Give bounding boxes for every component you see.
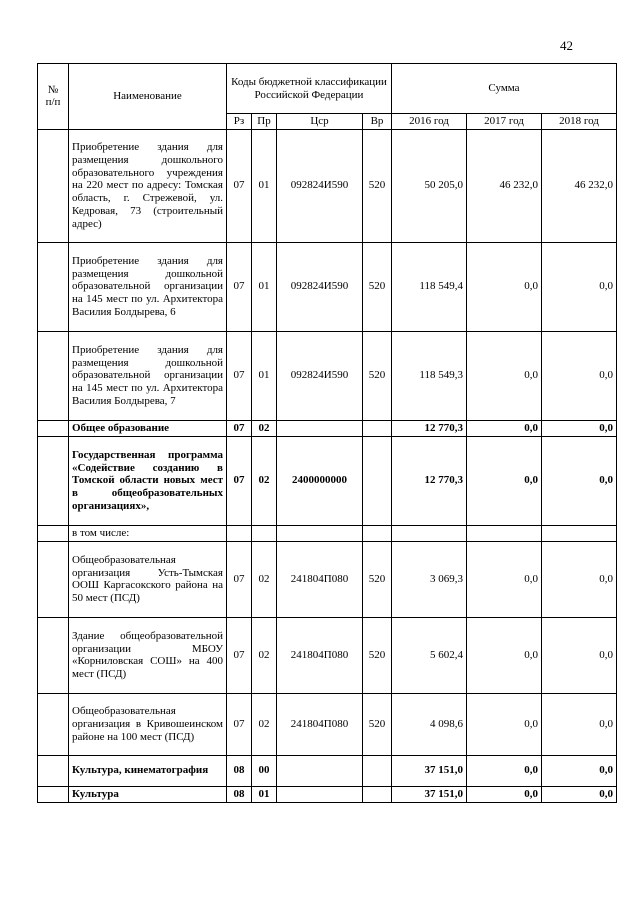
cell-2016: 50 205,0 [392,129,467,242]
cell-vr: 520 [363,693,392,755]
cell-2017: 0,0 [467,242,542,331]
cell-vr [363,755,392,786]
cell-2016: 37 151,0 [392,755,467,786]
cell-rz: 08 [227,755,252,786]
header-2016: 2016 год [392,114,467,130]
cell-pr: 02 [252,436,277,525]
cell-csr [277,786,363,802]
cell-2018: 0,0 [542,541,617,617]
cell-name: Приобретение здания для размещения дошкольной образовательной организации на 145 мест по ул. Архитектора Василия Болдырева, 7 [69,331,227,420]
header-rz: Рз [227,114,252,130]
cell-2017: 0,0 [467,755,542,786]
cell-pr: 02 [252,420,277,436]
cell-csr [277,420,363,436]
cell-pr: 01 [252,786,277,802]
table-row [38,129,617,242]
cell-pr: 02 [252,617,277,693]
cell-2018: 46 232,0 [542,129,617,242]
cell-2016: 4 098,6 [392,693,467,755]
cell-2017 [467,525,542,541]
cell-vr: 520 [363,541,392,617]
cell-csr: 2400000000 [277,436,363,525]
table-row [38,242,617,331]
cell-pr: 02 [252,541,277,617]
cell-2016: 12 770,3 [392,420,467,436]
cell-num [38,541,69,617]
cell-rz: 07 [227,242,252,331]
table-row [38,617,617,693]
cell-rz: 07 [227,617,252,693]
cell-2018: 0,0 [542,420,617,436]
cell-2017: 0,0 [467,420,542,436]
cell-2018 [542,525,617,541]
cell-vr: 520 [363,617,392,693]
cell-vr [363,420,392,436]
cell-2018: 0,0 [542,331,617,420]
cell-vr [363,786,392,802]
cell-2016 [392,525,467,541]
cell-vr: 520 [363,331,392,420]
cell-num [38,129,69,242]
header-vr: Вр [363,114,392,130]
cell-name: Культура [69,786,227,802]
cell-2018: 0,0 [542,617,617,693]
cell-2018: 0,0 [542,436,617,525]
cell-num [38,755,69,786]
cell-num [38,436,69,525]
cell-rz: 07 [227,331,252,420]
cell-2016: 12 770,3 [392,436,467,525]
cell-pr: 01 [252,129,277,242]
cell-rz: 07 [227,129,252,242]
cell-num [38,786,69,802]
cell-2016: 37 151,0 [392,786,467,802]
cell-vr [363,436,392,525]
cell-2017: 0,0 [467,331,542,420]
cell-csr: 241804П080 [277,617,363,693]
cell-num [38,331,69,420]
cell-2018: 0,0 [542,693,617,755]
cell-name: Общеобразовательная организация Усть-Тымская ООШ Каргасокского района на 50 мест (ПСД) [69,541,227,617]
table-row [38,541,617,617]
cell-num [38,242,69,331]
cell-rz [227,525,252,541]
header-csr: Цср [277,114,363,130]
table-row [38,786,617,802]
cell-pr: 02 [252,693,277,755]
cell-name: Общеобразовательная организация в Кривошеинском районе на 100 мест (ПСД) [69,693,227,755]
cell-vr [363,525,392,541]
cell-name: Здание общеобразовательной организации МБОУ «Корниловская СОШ» на 400 мест (ПСД) [69,617,227,693]
cell-2017: 0,0 [467,617,542,693]
cell-vr: 520 [363,242,392,331]
cell-vr: 520 [363,129,392,242]
cell-rz: 07 [227,420,252,436]
cell-csr [277,755,363,786]
cell-name: Государственная программа «Содействие созданию в Томской области новых мест в общеобразовательных организациях», [69,436,227,525]
header-num: № п/п [38,64,69,130]
cell-rz: 08 [227,786,252,802]
cell-2017: 0,0 [467,541,542,617]
cell-2017: 0,0 [467,693,542,755]
header-codes: Коды бюджетной классификации Российской Федерации [227,64,392,114]
cell-num [38,617,69,693]
cell-num [38,420,69,436]
header-2018: 2018 год [542,114,617,130]
cell-2018: 0,0 [542,242,617,331]
table-row [38,755,617,786]
cell-name: Приобретение здания для размещения дошкольного образовательного учреждения на 220 мест по адресу: Томская область, г. Стрежевой, ул. Кедровая, 73 (строительный адрес) [69,129,227,242]
budget-table [37,63,617,803]
cell-csr: 092824И590 [277,331,363,420]
cell-name: Приобретение здания для размещения дошкольной образовательной организации на 145 мест по ул. Архитектора Василия Болдырева, 6 [69,242,227,331]
cell-csr [277,525,363,541]
table-row [38,436,617,525]
cell-rz: 07 [227,693,252,755]
cell-2017: 0,0 [467,436,542,525]
cell-pr: 01 [252,331,277,420]
cell-name: Общее образование [69,420,227,436]
header-pr: Пр [252,114,277,130]
cell-num [38,693,69,755]
cell-2016: 118 549,4 [392,242,467,331]
cell-csr: 092824И590 [277,129,363,242]
cell-pr: 01 [252,242,277,331]
cell-rz: 07 [227,436,252,525]
table-row [38,420,617,436]
cell-num [38,525,69,541]
cell-2018: 0,0 [542,755,617,786]
cell-2017: 46 232,0 [467,129,542,242]
cell-name: в том числе: [69,525,227,541]
cell-pr [252,525,277,541]
cell-2016: 5 602,4 [392,617,467,693]
cell-csr: 241804П080 [277,541,363,617]
table-body [38,129,617,802]
cell-name: Культура, кинематография [69,755,227,786]
cell-2016: 118 549,3 [392,331,467,420]
header-name: Наименование [69,64,227,130]
cell-2018: 0,0 [542,786,617,802]
cell-rz: 07 [227,541,252,617]
page-number: 42 [560,38,573,53]
cell-csr: 241804П080 [277,693,363,755]
cell-pr: 00 [252,755,277,786]
header-sum: Сумма [392,64,617,114]
cell-csr: 092824И590 [277,242,363,331]
cell-2017: 0,0 [467,786,542,802]
table-row [38,693,617,755]
table-row [38,525,617,541]
table-row [38,331,617,420]
cell-2016: 3 069,3 [392,541,467,617]
header-2017: 2017 год [467,114,542,130]
